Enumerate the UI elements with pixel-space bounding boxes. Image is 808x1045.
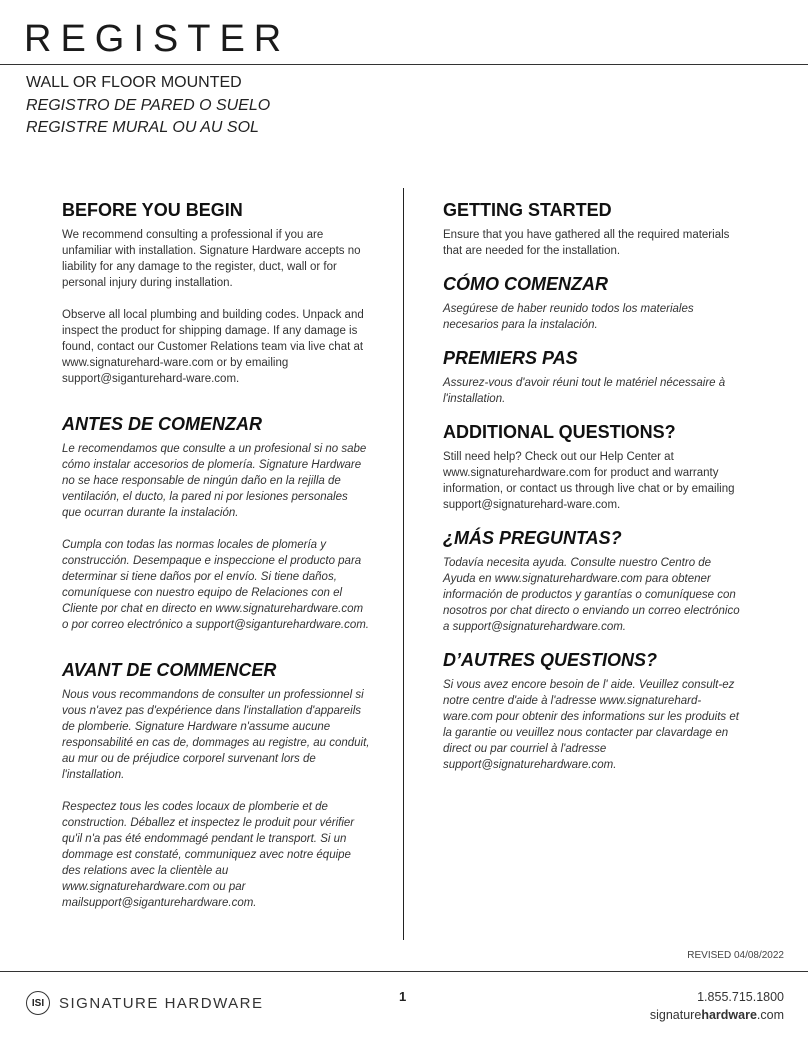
section-heading: D’AUTRES QUESTIONS? — [443, 650, 658, 670]
website-strong: hardware — [701, 1008, 757, 1022]
section-paragraph: Si vous avez encore besoin de l' aide. Veuillez consult-ez notre centre d'aide à l'adresse www.signaturehard-ware.com pour obtenir des informations sur les produits et la garantie ou veuillez nous contacter par clavardage en direct ou par courriel à l'adresse support@signaturehardware.com. — [443, 679, 739, 771]
subtitle-block — [26, 72, 270, 140]
section-paragraph: We recommend consulting a professional if you are unfamiliar with installation. Signature Hardware accepts no liability for any damage to the register, duct, wall or for personal injury during installation. — [62, 229, 361, 289]
section-heading: AVANT DE COMMENCER — [62, 660, 277, 680]
contact-block — [650, 988, 784, 1024]
section-paragraph: Assurez-vous d'avoir réuni tout le matériel nécessaire à l'installation. — [443, 377, 726, 405]
section-paragraph: Todavía necesita ayuda. Consulte nuestro Centro de Ayuda en www.signaturehardware.com para obtener información de productos y garantías o comuníquese con nosotros por chat directo o enviando un correo electrónico a support@signaturehardware.com. — [443, 557, 740, 633]
section-paragraph: Asegúrese de haber reunido todos los materiales necesarios para la instalación. — [443, 303, 694, 331]
revision-date: REVISED 04/08/2022 — [687, 950, 784, 961]
section-premiers-pas — [443, 347, 743, 407]
section-avant-de-commencer — [62, 659, 370, 911]
section-heading: GETTING STARTED — [443, 200, 612, 220]
website-suffix: .com — [756, 1008, 784, 1022]
subtitle-en: WALL OR FLOOR MOUNTED — [26, 74, 242, 91]
section-paragraph: Cumpla con todas las normas locales de plomería y construcción. Desempaque e inspeccione el producto para determinar si tiene daños por el envío. Si tiene daños, comuníquese con nuestro equipo de Relaciones con el Cliente por chat en directo en www.signaturehardware.com o por correo electrónico a support@siganturehardware.com. — [62, 539, 369, 631]
logo-text: SIGNATURE HARDWARE — [59, 994, 264, 1012]
section-paragraph: Respectez tous les codes locaux de plomberie et de construction. Déballez et inspectez le produit pour vérifier qu'il n'a pas été endommagé pendant le transport. Si un dommage est constaté, communiquez avec notre équipe des relations avec la clientèle au www.signaturehardware.com ou par mailsupport@siganturehardware.com. — [62, 801, 355, 909]
section-heading: ANTES DE COMENZAR — [62, 414, 263, 434]
footer-rule — [0, 971, 808, 972]
header-rule — [0, 64, 808, 65]
section-heading: BEFORE YOU BEGIN — [62, 200, 243, 220]
page-title: REGISTER — [24, 18, 291, 60]
page-number: 1 — [399, 989, 407, 1004]
section-heading: ¿MÁS PREGUNTAS? — [443, 528, 622, 548]
left-column — [62, 199, 370, 937]
section-before-you-begin — [62, 199, 370, 387]
section-heading: CÓMO COMENZAR — [443, 274, 608, 294]
website-prefix: signature — [649, 1008, 702, 1022]
section-mas-preguntas — [443, 527, 743, 635]
section-autres-questions — [443, 649, 743, 773]
section-paragraph: Ensure that you have gathered all the required materials that are needed for the installation. — [443, 229, 730, 257]
section-paragraph: Still need help? Check out our Help Center at www.signaturehardware.com for product and warranty information, or contact us through live chat or by emailing support@signaturehard-ware.com. — [443, 451, 735, 511]
brand-logo — [26, 991, 264, 1015]
section-additional-questions — [443, 421, 743, 513]
right-column — [443, 199, 743, 787]
subtitle-fr: REGISTRE MURAL OU AU SOL — [26, 119, 259, 136]
section-heading: PREMIERS PAS — [443, 348, 578, 368]
section-getting-started — [443, 199, 743, 259]
section-paragraph: Observe all local plumbing and building codes. Unpack and inspect the product for shipping damage. If any damage is found, contact our Customer Relations team via live chat at www.signaturehard-ware.com or by emailing support@siganturehard-ware.com. — [62, 309, 364, 385]
column-divider — [403, 188, 404, 940]
logo-mark-icon: ISI — [26, 991, 50, 1015]
phone-number: 1.855.715.1800 — [697, 990, 784, 1004]
section-paragraph: Nous vous recommandons de consulter un professionnel si vous n'avez pas d'expérience dans l'installation d'appareils de plomberie. Signature Hardware n'assume aucune responsabilité en cas de, dommages au registre, au conduit, au mur ou de préjudice corporel survenant lors de l'installation. — [62, 689, 370, 781]
subtitle-es: REGISTRO DE PARED O SUELO — [26, 96, 271, 114]
section-antes-de-comenzar — [62, 413, 370, 633]
section-paragraph: Le recomendamos que consulte a un profesional si no sabe cómo instalar accesorios de plomería. Signature Hardware no se hace responsable de ningún daño en la rejilla de ventilación, el ducto, la pared ni por lesiones personales que ocurran durante la instalación. — [62, 443, 367, 519]
section-como-comenzar — [443, 273, 743, 333]
website-link[interactable] — [650, 1006, 784, 1024]
section-heading: ADDITIONAL QUESTIONS? — [443, 422, 676, 442]
